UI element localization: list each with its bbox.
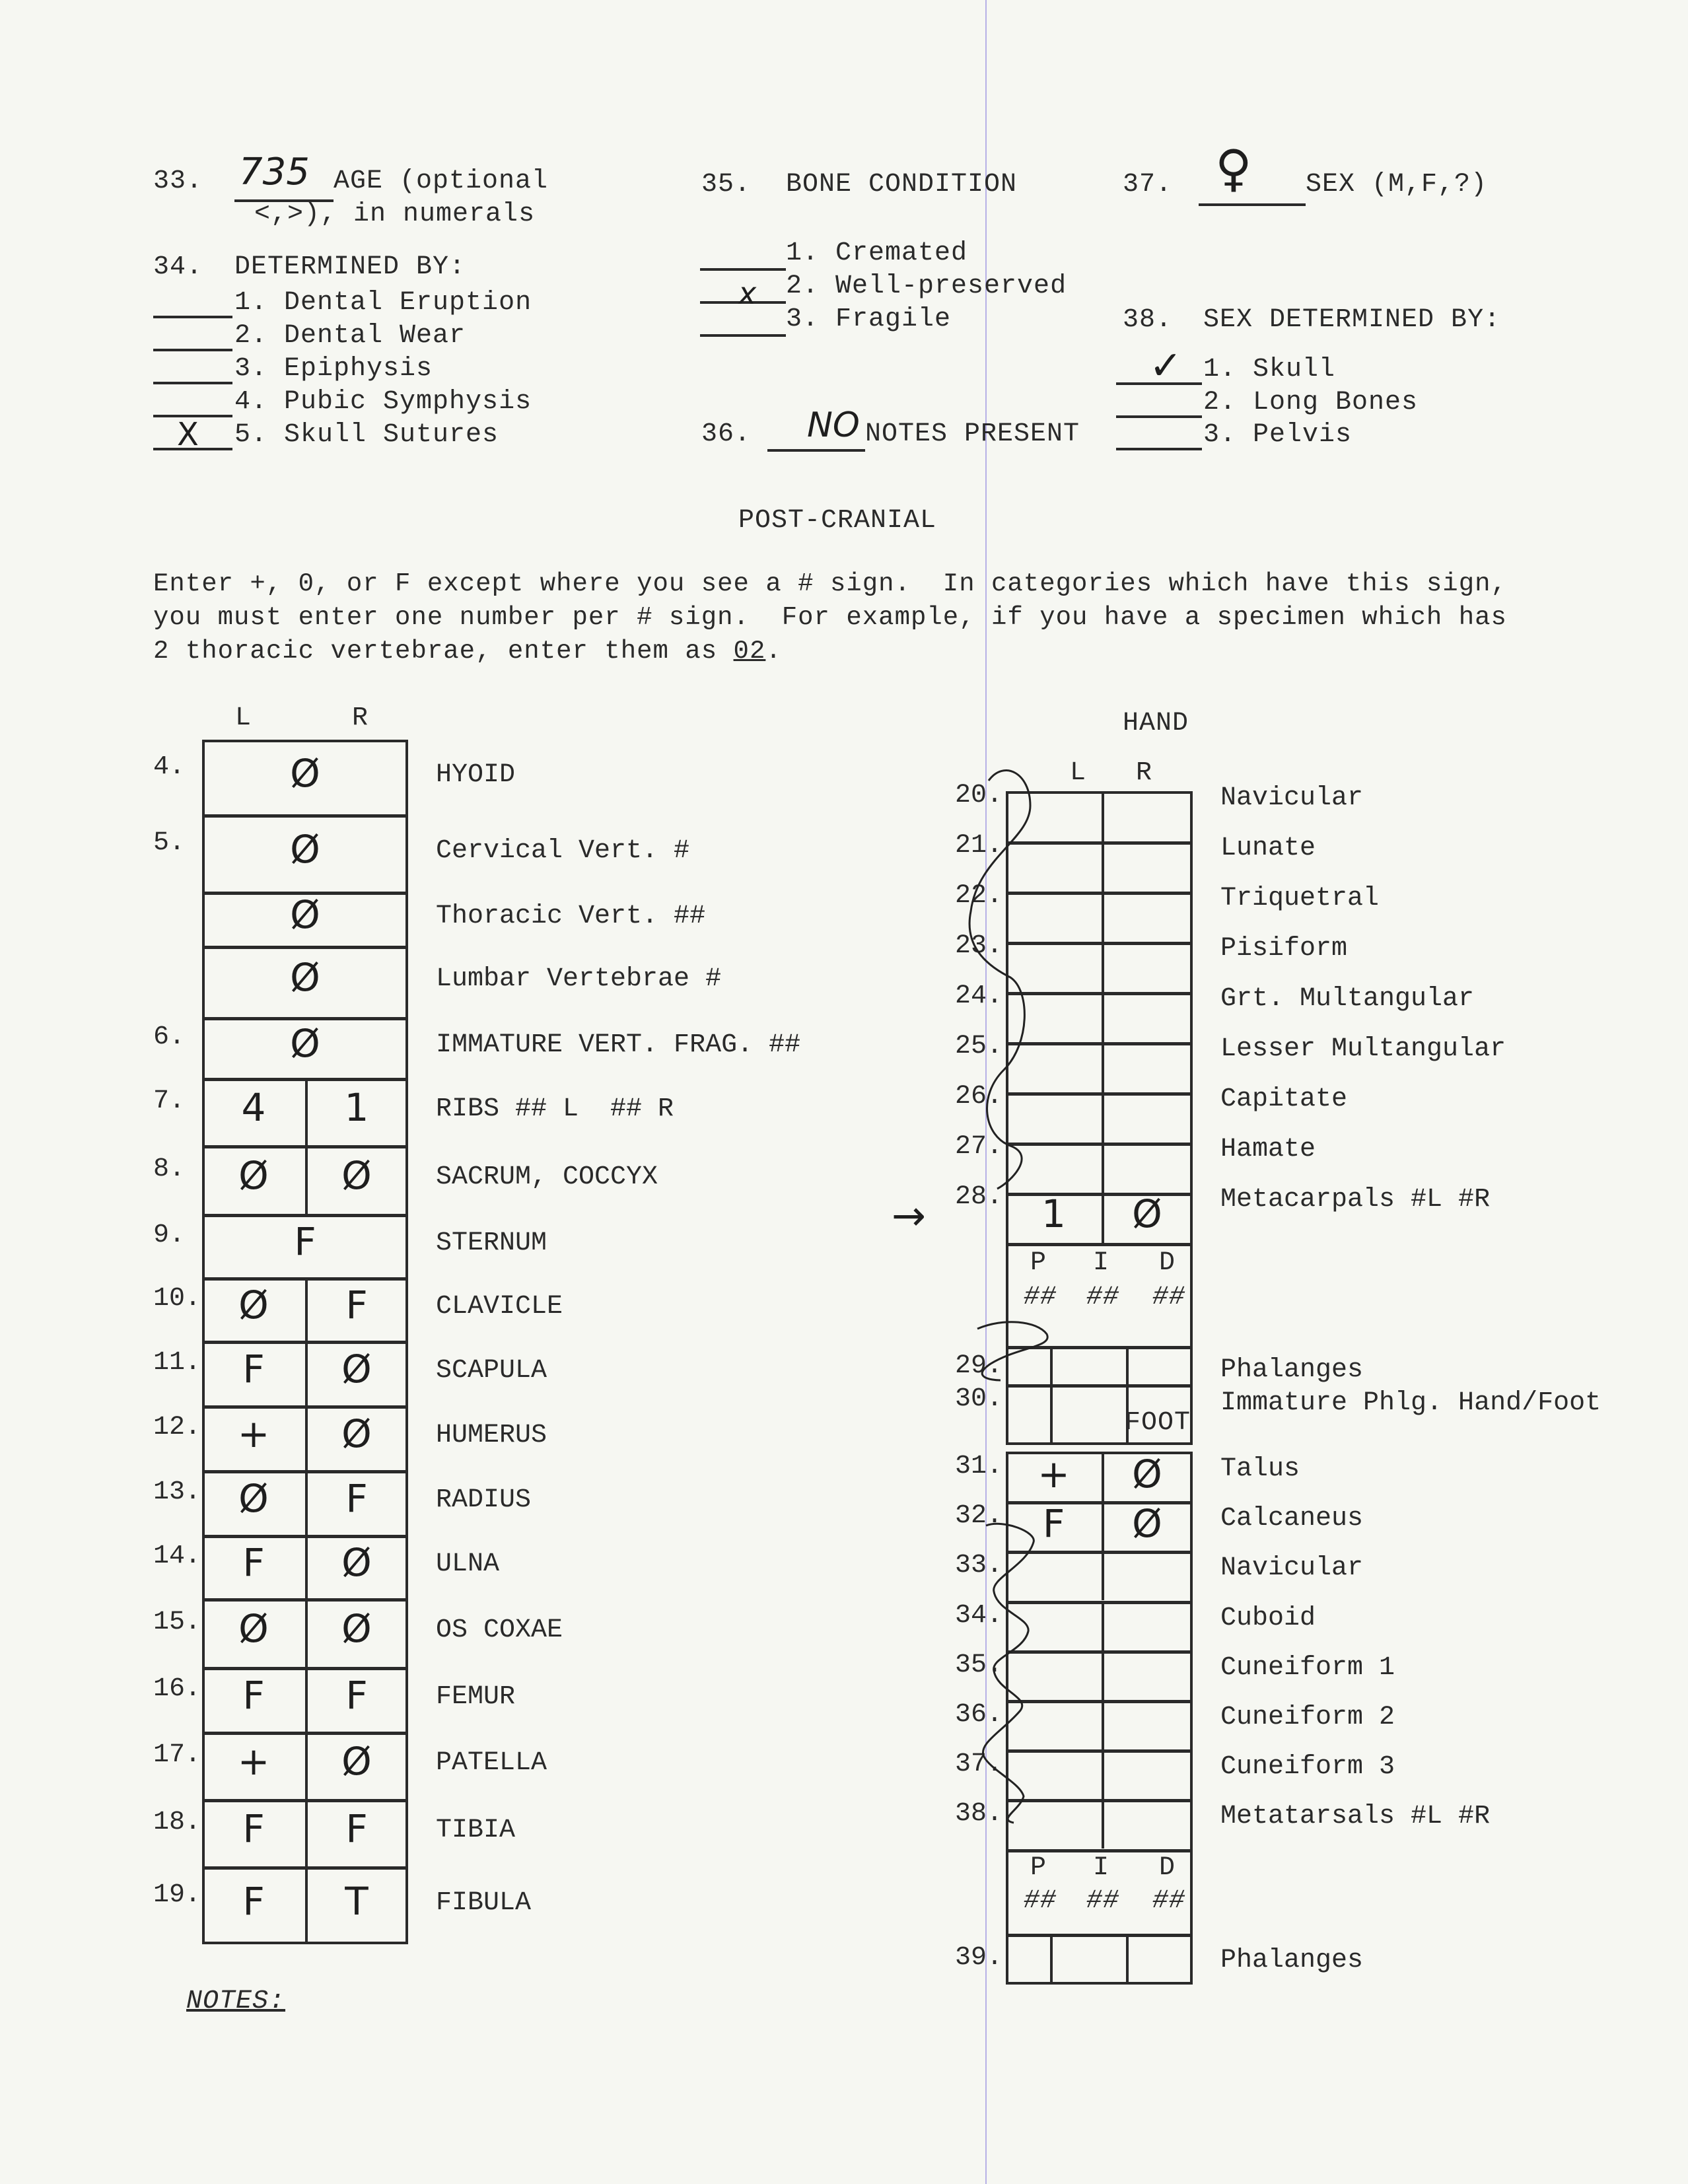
age-value[interactable]: 735 [239, 151, 310, 194]
item-number-33: 33. [153, 166, 203, 196]
hand-row-number: 22. [955, 881, 1003, 911]
item-number-36: 36. [701, 419, 752, 449]
hand-row-label: Navicular [1220, 783, 1364, 813]
axial-cell-value[interactable]: Ø [290, 892, 320, 937]
axial-row-label: Thoracic Vert. ## [436, 901, 706, 931]
axial-cell-value[interactable]: Ø [290, 750, 320, 796]
foot-row-label: Talus [1220, 1454, 1300, 1484]
axial-cell-right[interactable]: F [345, 1806, 368, 1851]
hand-cell-right[interactable]: Ø [1132, 1191, 1162, 1236]
instructions-line-1: Enter +, 0, or F except where you see a # sign. In categories which have this sign, [153, 569, 1507, 598]
axial-row-label: OS COXAE [436, 1615, 563, 1645]
foot-pid-mark: ## [1152, 1886, 1186, 1916]
axial-row-number: 17. [153, 1740, 201, 1770]
axial-row-label: STERNUM [436, 1228, 547, 1258]
foot-row-number: 31. [955, 1452, 1003, 1481]
axial-row-number: 15. [153, 1607, 201, 1637]
bone-condition-title: BONE CONDITION [786, 170, 1018, 199]
axial-row-label: RADIUS [436, 1485, 532, 1515]
foot-title: FOOT [1125, 1408, 1191, 1438]
item-number-35: 35. [701, 170, 752, 199]
notes-label: NOTES: [186, 1987, 286, 2016]
axial-cell-left[interactable]: F [242, 1673, 265, 1718]
hand-row-number: 20. [955, 781, 1003, 810]
foot-row-number: 34. [955, 1601, 1003, 1631]
hand-row-number: 24. [955, 981, 1003, 1011]
foot-row-label: Cuneiform 1 [1220, 1653, 1395, 1683]
hand-row-number: 23. [955, 931, 1003, 961]
foot-phalanx-label: Phalanges [1220, 1946, 1364, 1975]
age-label: AGE (optional [334, 166, 549, 196]
axial-row-number: 9. [153, 1220, 186, 1250]
bone-condition-mark[interactable]: x [738, 275, 757, 311]
sex-determined-by-title: SEX DETERMINED BY: [1203, 305, 1501, 335]
hand-phalanx-label: Immature Phlg. Hand/Foot [1220, 1388, 1601, 1418]
axial-cell-right[interactable]: 1 [344, 1085, 369, 1130]
axial-row-number: 8. [153, 1154, 186, 1184]
foot-cell-left[interactable]: + [1037, 1452, 1070, 1497]
hand-col-left-header: L [1070, 758, 1087, 788]
axial-cell-left[interactable]: Ø [238, 1476, 269, 1521]
instructions-line-3-text: 2 thoracic vertebrae, enter them as [153, 637, 734, 666]
determined-by-option: 4. Pubic Symphysis [234, 387, 532, 417]
foot-scribble [983, 1524, 1034, 1823]
foot-row-label: Calcaneus [1220, 1504, 1364, 1533]
hand-row-number: 28. [955, 1182, 1003, 1212]
hand-cell-left[interactable]: 1 [1041, 1191, 1066, 1236]
age-label-line2: <,>), in numerals [254, 199, 536, 229]
axial-row-label: HYOID [436, 759, 516, 790]
axial-cell-value[interactable]: F [294, 1219, 316, 1264]
determined-by-option: 5. Skull Sutures [234, 420, 499, 450]
axial-row-label: CLAVICLE [436, 1292, 563, 1321]
axial-col-left-header: L [235, 703, 252, 733]
hand-col-right-header: R [1136, 758, 1153, 788]
notes-present-label: NOTES PRESENT [865, 419, 1080, 449]
foot-row-label: Cuboid [1220, 1603, 1316, 1633]
foot-row-number: 35. [955, 1650, 1003, 1680]
axial-cell-left[interactable]: Ø [238, 1153, 269, 1198]
sex-label: SEX (M,F,?) [1306, 170, 1488, 199]
axial-row-number: 10. [153, 1284, 201, 1314]
axial-row-label: ULNA [436, 1549, 500, 1579]
determined-by-mark[interactable]: X [177, 416, 199, 453]
axial-cell-right[interactable]: Ø [341, 1411, 372, 1456]
axial-row-number: 18. [153, 1808, 201, 1837]
hand-pid-header: P [1030, 1248, 1047, 1278]
axial-row-number: 13. [153, 1477, 201, 1507]
axial-cell-right[interactable]: Ø [341, 1739, 372, 1784]
axial-cell-left[interactable]: 4 [241, 1085, 266, 1130]
foot-row-number: 37. [955, 1749, 1003, 1779]
axial-row-label: FEMUR [436, 1682, 516, 1712]
hand-row-label: Hamate [1220, 1135, 1316, 1164]
hand-title: HAND [1123, 709, 1189, 738]
hand-phalanx-number: 29. [955, 1351, 1003, 1381]
notes-present-value[interactable]: NO [807, 405, 860, 445]
axial-cell-left[interactable]: Ø [238, 1283, 269, 1327]
instructions-line-2: you must enter one number per # sign. For example, if you have a specimen which has [153, 603, 1507, 632]
axial-cell-right[interactable]: F [345, 1283, 368, 1327]
sex-value[interactable]: ♀ [1215, 139, 1252, 197]
hand-phalanx-number: 30. [955, 1384, 1003, 1414]
hand-pid-mark: ## [1024, 1283, 1057, 1312]
axial-row-number: 4. [153, 752, 186, 782]
hand-row-label: Capitate [1220, 1084, 1348, 1114]
hand-row-label: Triquetral [1220, 884, 1380, 913]
foot-pid-header: D [1159, 1853, 1176, 1883]
axial-cell-left[interactable]: + [237, 1739, 270, 1784]
axial-cell-left[interactable]: Ø [238, 1606, 269, 1651]
axial-cell-left[interactable]: F [242, 1347, 265, 1391]
bone-condition-option: 3. Fragile [786, 304, 952, 334]
foot-row-label: Cuneiform 2 [1220, 1703, 1395, 1732]
hand-pid-mark: ## [1086, 1283, 1120, 1312]
determined-by-option: 1. Dental Eruption [234, 288, 532, 318]
axial-row-number: 16. [153, 1674, 201, 1704]
item-number-34: 34. [153, 252, 203, 282]
foot-row-number: 33. [955, 1551, 1003, 1580]
bone-condition-option: 1. Cremated [786, 238, 968, 268]
axial-cell-right[interactable]: T [345, 1879, 369, 1924]
axial-row-label: Lumbar Vertebrae # [436, 964, 722, 994]
foot-row-label: Metatarsals #L #R [1220, 1802, 1491, 1831]
foot-row-label: Navicular [1220, 1553, 1364, 1583]
axial-row-label: RIBS ## L ## R [436, 1094, 674, 1124]
axial-cell-left[interactable]: + [237, 1411, 270, 1456]
determined-by-option: 2. Dental Wear [234, 321, 466, 351]
axial-row-number: 5. [153, 828, 186, 858]
hand-row-number: 25. [955, 1032, 1003, 1061]
hand-pid-header: I [1093, 1248, 1110, 1278]
foot-pid-mark: ## [1086, 1886, 1120, 1916]
sex-determined-option: 3. Pelvis [1203, 420, 1353, 450]
axial-row-label: FIBULA [436, 1888, 532, 1918]
hand-phalanges-scribble [977, 1322, 1047, 1380]
determined-by-option: 3. Epiphysis [234, 354, 433, 384]
axial-row-number: 19. [153, 1880, 201, 1910]
foot-phalanx-number: 39. [955, 1943, 1003, 1973]
hand-row-label: Lesser Multangular [1220, 1034, 1506, 1064]
bone-condition-option: 2. Well-preserved [786, 271, 1067, 301]
hand-row-label: Lunate [1220, 833, 1316, 863]
axial-row-number: 6. [153, 1022, 186, 1052]
example-value: 02 [733, 637, 766, 666]
foot-row-number: 36. [955, 1700, 1003, 1730]
axial-cell-right[interactable]: Ø [341, 1347, 372, 1391]
foot-row-label: Cuneiform 3 [1220, 1752, 1395, 1782]
axial-row-number: 14. [153, 1541, 201, 1571]
hand-row-number: 21. [955, 831, 1003, 861]
axial-cell-right[interactable]: Ø [341, 1606, 372, 1651]
foot-pid-header: I [1093, 1853, 1110, 1883]
axial-row-label: TIBIA [436, 1815, 516, 1845]
hand-phalanx-label: Phalanges [1220, 1355, 1364, 1385]
foot-row-number: 38. [955, 1799, 1003, 1829]
axial-row-number: 7. [153, 1086, 186, 1116]
axial-row-label: Cervical Vert. # [436, 835, 690, 866]
hand-row-label: Metacarpals #L #R [1220, 1185, 1491, 1215]
foot-cell-right[interactable]: Ø [1132, 1452, 1162, 1497]
axial-cell-left[interactable]: F [242, 1540, 265, 1585]
axial-cell-left[interactable]: F [242, 1806, 265, 1851]
item-number-37: 37. [1123, 170, 1173, 199]
axial-cell-value[interactable]: Ø [290, 955, 320, 1000]
hand-pid-header: D [1159, 1248, 1176, 1278]
axial-row-label: PATELLA [436, 1748, 547, 1778]
determined-by-title: DETERMINED BY: [234, 252, 466, 282]
post-cranial-title: POST-CRANIAL [738, 506, 937, 536]
hand-row-number: 26. [955, 1082, 1003, 1111]
axial-cell-value[interactable]: Ø [290, 1021, 320, 1066]
hand-scribble [969, 771, 1030, 1189]
foot-pid-header: P [1030, 1853, 1047, 1883]
hand-row-label: Pisiform [1220, 934, 1348, 964]
instructions-line-3-end: . [765, 637, 782, 666]
axial-cell-value[interactable]: Ø [290, 826, 320, 872]
axial-cell-right[interactable]: F [345, 1673, 368, 1718]
axial-row-label: HUMERUS [436, 1421, 547, 1450]
axial-row-label: IMMATURE VERT. FRAG. ## [436, 1030, 801, 1060]
sex-determined-option: 1. Skull [1203, 355, 1336, 384]
item-number-38: 38. [1123, 305, 1173, 335]
axial-row-number: 11. [153, 1348, 201, 1378]
axial-row-label: SCAPULA [436, 1356, 547, 1386]
axial-row-label: SACRUM, COCCYX [436, 1162, 658, 1192]
foot-cell-right[interactable]: Ø [1132, 1501, 1162, 1546]
arrow-icon: → [892, 1191, 926, 1240]
axial-col-right-header: R [352, 703, 369, 733]
axial-cell-right[interactable]: Ø [341, 1153, 372, 1198]
axial-cell-left[interactable]: F [242, 1879, 265, 1924]
hand-row-label: Grt. Multangular [1220, 984, 1475, 1014]
foot-pid-mark: ## [1024, 1886, 1057, 1916]
hand-pid-mark: ## [1152, 1283, 1186, 1312]
sex-determined-option: 2. Long Bones [1203, 388, 1419, 417]
foot-row-number: 32. [955, 1501, 1003, 1531]
hand-row-number: 27. [955, 1132, 1003, 1162]
foot-cell-left[interactable]: F [1042, 1501, 1065, 1546]
axial-row-number: 12. [153, 1413, 201, 1442]
axial-cell-right[interactable]: Ø [341, 1540, 372, 1585]
sex-determined-mark[interactable]: ✓ [1149, 343, 1183, 389]
axial-cell-right[interactable]: F [345, 1476, 368, 1521]
